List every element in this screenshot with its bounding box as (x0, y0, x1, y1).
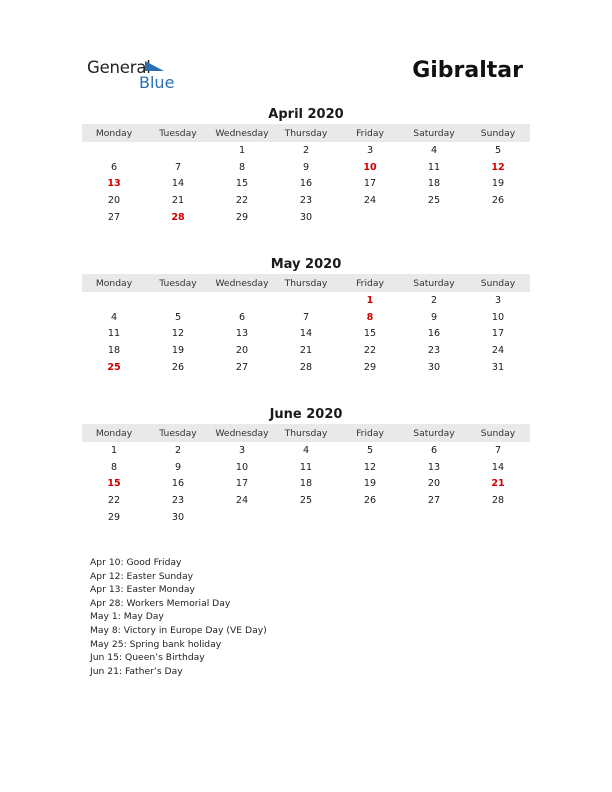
day-cell: 20 (107, 195, 121, 207)
day-cell: 9 (302, 161, 310, 173)
day-cell: 25 (427, 195, 441, 207)
day-cell: 1 (238, 144, 246, 156)
day-cell: 31 (491, 362, 505, 374)
day-cell: 3 (366, 144, 374, 156)
day-cell: 18 (427, 178, 441, 190)
weekday-label: Wednesday (215, 427, 269, 439)
day-cell: 15 (235, 178, 249, 190)
day-cell: 5 (174, 311, 182, 323)
month-april (82, 106, 530, 226)
holiday-day-cell: 12 (491, 161, 505, 173)
holiday-day-cell: 28 (171, 212, 185, 224)
logo (87, 58, 197, 92)
week-row (82, 359, 530, 376)
day-cell: 4 (430, 144, 438, 156)
week-row (82, 159, 530, 176)
day-cell: 9 (430, 311, 438, 323)
day-cell: 16 (299, 178, 313, 190)
day-cell: 15 (363, 328, 377, 340)
day-cell: 1 (110, 444, 118, 456)
weekday-label: Sunday (480, 127, 516, 139)
day-cell: 27 (107, 212, 121, 224)
holiday-entry: May 25: Spring bank holiday (90, 638, 222, 650)
weekday-header-row (82, 274, 530, 292)
weekday-label: Tuesday (159, 277, 197, 289)
day-cell: 8 (238, 161, 246, 173)
day-cell: 4 (302, 444, 310, 456)
weekday-label: Monday (95, 127, 133, 139)
day-cell: 4 (110, 311, 118, 323)
weekday-label: Saturday (413, 127, 455, 139)
month-may (82, 256, 530, 376)
month-june (82, 406, 530, 526)
holiday-day-cell: 21 (491, 478, 505, 490)
day-cell: 30 (171, 512, 185, 524)
day-cell: 26 (491, 195, 505, 207)
day-cell: 7 (302, 311, 310, 323)
weekday-header-row (82, 124, 530, 142)
day-cell: 23 (427, 345, 441, 357)
country-title: Gibraltar (412, 58, 523, 83)
day-cell: 26 (171, 362, 185, 374)
week-row (82, 459, 530, 476)
logo-general-text: General (87, 58, 151, 77)
logo-blue-text: Blue (139, 73, 175, 92)
day-cell: 22 (363, 345, 377, 357)
day-cell: 5 (366, 444, 374, 456)
weekday-label: Friday (356, 427, 384, 439)
day-cell: 6 (238, 311, 246, 323)
holiday-day-cell: 25 (107, 362, 121, 374)
holiday-day-cell: 15 (107, 478, 121, 490)
day-cell: 11 (299, 461, 313, 473)
day-cell: 12 (363, 461, 377, 473)
week-row (82, 476, 530, 493)
day-cell: 7 (494, 444, 502, 456)
weekday-label: Thursday (284, 277, 328, 289)
weekday-label: Tuesday (159, 127, 197, 139)
day-cell: 27 (427, 495, 441, 507)
week-row (82, 492, 530, 509)
day-cell: 21 (299, 345, 313, 357)
day-cell: 10 (235, 461, 249, 473)
month-title: April 2020 (268, 107, 344, 122)
day-cell: 21 (171, 195, 185, 207)
weekday-label: Sunday (480, 277, 516, 289)
day-cell: 30 (427, 362, 441, 374)
weekday-label: Wednesday (215, 127, 269, 139)
day-cell: 18 (299, 478, 313, 490)
day-cell: 2 (302, 144, 310, 156)
holiday-day-cell: 13 (107, 178, 121, 190)
day-cell: 8 (110, 461, 118, 473)
day-cell: 20 (235, 345, 249, 357)
holiday-day-cell: 10 (363, 161, 377, 173)
weekday-label: Friday (356, 127, 384, 139)
weekday-label: Sunday (480, 427, 516, 439)
day-cell: 28 (491, 495, 505, 507)
day-cell: 22 (107, 495, 121, 507)
day-cell: 29 (107, 512, 121, 524)
logo-triangle-icon (145, 61, 164, 71)
holiday-entry: Jun 21: Father’s Day (90, 665, 183, 677)
day-cell: 11 (107, 328, 121, 340)
day-cell: 17 (363, 178, 377, 190)
day-cell: 19 (363, 478, 377, 490)
day-cell: 23 (171, 495, 185, 507)
day-cell: 11 (427, 161, 441, 173)
week-row (82, 326, 530, 343)
day-cell: 16 (171, 478, 185, 490)
day-cell: 2 (174, 444, 182, 456)
weekday-label: Monday (95, 427, 133, 439)
day-cell: 29 (235, 212, 249, 224)
weekday-label: Thursday (284, 427, 328, 439)
day-cell: 26 (363, 495, 377, 507)
weekday-label: Tuesday (159, 427, 197, 439)
week-row (82, 209, 530, 226)
day-cell: 14 (299, 328, 313, 340)
weekday-label: Saturday (413, 427, 455, 439)
day-cell: 19 (171, 345, 185, 357)
holiday-day-cell: 1 (366, 294, 374, 306)
holiday-entry: Apr 10: Good Friday (90, 557, 182, 568)
weekday-header-row (82, 424, 530, 442)
month-title: May 2020 (270, 257, 342, 272)
day-cell: 25 (299, 495, 313, 507)
day-cell: 24 (235, 495, 249, 507)
holiday-list (90, 556, 267, 678)
day-cell: 18 (107, 345, 121, 357)
day-cell: 16 (427, 328, 441, 340)
day-cell: 2 (430, 294, 438, 306)
week-row (82, 309, 530, 326)
day-cell: 3 (238, 444, 246, 456)
day-cell: 6 (430, 444, 438, 456)
day-cell: 20 (427, 478, 441, 490)
holiday-entry: May 1: May Day (90, 611, 164, 623)
day-cell: 10 (491, 311, 505, 323)
day-cell: 19 (491, 178, 505, 190)
holiday-entry: Jun 15: Queen’s Birthday (90, 652, 205, 664)
day-cell: 3 (494, 294, 502, 306)
week-row (82, 192, 530, 209)
day-cell: 30 (299, 212, 313, 224)
weekday-label: Wednesday (215, 277, 269, 289)
day-cell: 5 (494, 144, 502, 156)
week-row (82, 442, 530, 459)
holiday-entry: Apr 12: Easter Sunday (90, 570, 194, 582)
day-cell: 17 (235, 478, 249, 490)
weekday-label: Saturday (413, 277, 455, 289)
day-cell: 24 (491, 345, 505, 357)
day-cell: 12 (171, 328, 185, 340)
weekday-label: Thursday (284, 127, 328, 139)
day-cell: 28 (299, 362, 313, 374)
month-title: June 2020 (269, 407, 343, 422)
day-cell: 22 (235, 195, 249, 207)
week-row (82, 292, 530, 309)
day-cell: 14 (171, 178, 185, 190)
week-row (82, 509, 530, 526)
day-cell: 27 (235, 362, 249, 374)
week-row (82, 176, 530, 193)
day-cell: 13 (235, 328, 249, 340)
holiday-entry: Apr 13: Easter Monday (90, 584, 195, 596)
holiday-day-cell: 8 (366, 311, 374, 323)
week-row (82, 342, 530, 359)
day-cell: 6 (110, 161, 118, 173)
week-row (82, 142, 530, 159)
day-cell: 24 (363, 195, 377, 207)
day-cell: 13 (427, 461, 441, 473)
day-cell: 17 (491, 328, 505, 340)
day-cell: 9 (174, 461, 182, 473)
weekday-label: Monday (95, 277, 133, 289)
holiday-entry: Apr 28: Workers Memorial Day (90, 597, 231, 609)
day-cell: 14 (491, 461, 505, 473)
day-cell: 29 (363, 362, 377, 374)
weekday-label: Friday (356, 277, 384, 289)
day-cell: 23 (299, 195, 313, 207)
day-cell: 7 (174, 161, 182, 173)
holiday-entry: May 8: Victory in Europe Day (VE Day) (90, 624, 267, 636)
